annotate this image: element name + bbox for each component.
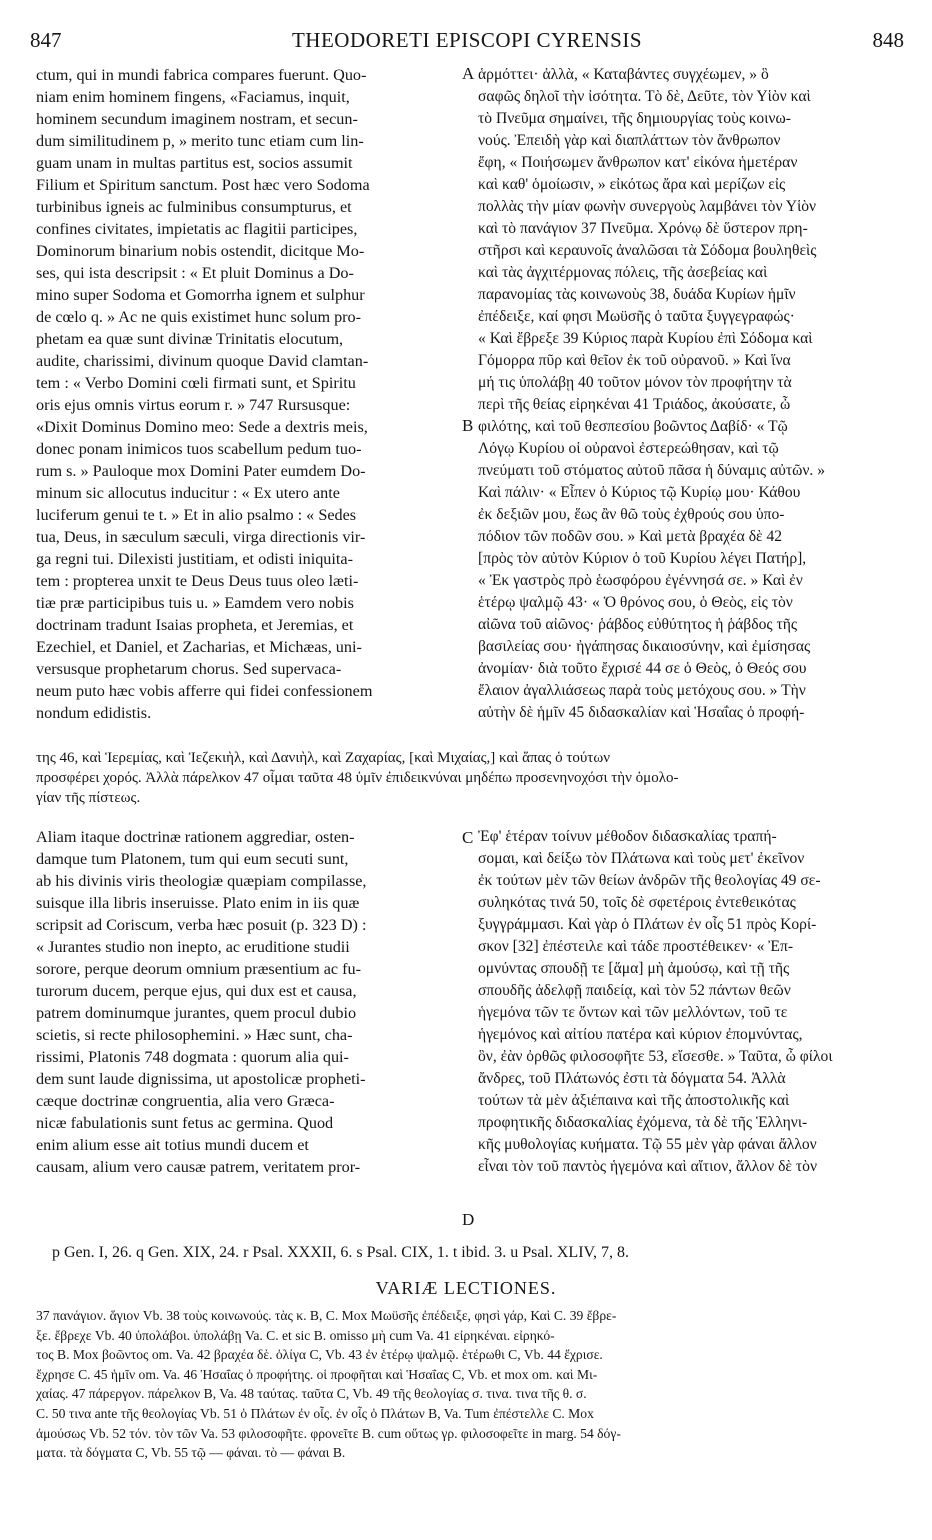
text-line: Aliam itaque doctrinæ rationem aggrediar, osten-: [36, 828, 355, 846]
text-line: σομαι, καὶ δείξω τὸν Πλάτωνα καὶ τοὺς μετ' ἐκεῖνον: [478, 850, 805, 867]
text-line: βασιλείας σου· ἠγάπησας δικαιοσύνην, καὶ ἐμίσησας: [478, 638, 811, 655]
text-line: αἰῶνα τοῦ αἰῶνος· ῥάβδος εὐθύτητος ἡ ῥάβδος τῆς: [478, 616, 798, 633]
text-line: C. 50 τινα ante τῆς θεολογίας Vb. 51 ὁ Πλάτων ἐν οἷς. ἐν οἷς ὁ Πλάτων B, Va. Tum ἐπέστελλε C. Mox: [36, 1405, 594, 1421]
text-line: πολλὰς τὴν μίαν φωνὴν συνεργοὺς λαμβάνει τὸν Υἱὸν: [478, 198, 817, 215]
text-line: σαφῶς δηλοῖ τὴν ἰσότητα. Τὸ δὲ, Δεῦτε, τὸν Υἱὸν καὶ: [478, 88, 811, 105]
text-line: ἑτέρῳ ψαλμῷ 43· « Ὁ θρόνος σου, ὁ Θεὸς, εἰς τὸν: [478, 594, 793, 611]
text-line: καὶ τὸ πανάγιον 37 Πνεῦμα. Χρόνῳ δὲ ὕστερον πρη-: [478, 220, 808, 237]
text-line: « Ἐκ γαστρὸς πρὸ ἑωσφόρου ἐγέννησά σε. » Καὶ ἐν: [478, 572, 803, 589]
text-line: dem sunt laude dignissima, ut apostolicæ propheti-: [36, 1070, 366, 1088]
text-line: τούτων τὰ μὲν ἀξιέπαινα καὶ τῆς ἀποστολικῆς καὶ: [478, 1092, 790, 1109]
text-line: hominem secundum imaginem nostram, et secun-: [36, 110, 358, 128]
text-line: donec ponam inimicos tuos scabellum pedum tuo-: [36, 440, 362, 458]
text-line: νούς. Ἐπειδὴ γὰρ καὶ διαπλάττων τὸν ἄνθρωπον: [478, 132, 781, 149]
text-line: rissimi, Platonis 748 dogmata : quorum alia qui-: [36, 1048, 349, 1066]
text-line: scietis, si recte philosophemini. » Hæc sunt, cha-: [36, 1026, 353, 1044]
text-line: εἶναι τὸν τοῦ παντὸς ἡγεμόνα καὶ αἴτιον, ἄλλον δὲ τὸν: [478, 1158, 817, 1175]
text-line: dum similitudinem p, » merito tunc etiam cum lin-: [36, 132, 364, 150]
text-line: sorore, perque deorum omnium præsentium ac fu-: [36, 960, 362, 978]
text-line: tiæ præ participibus tuis u. » Eamdem vero nobis: [36, 594, 354, 612]
text-line: ομνύντας σπουδῇ τε [ἅμα] μὴ ἀμούσῳ, καὶ τῇ τῆς: [478, 960, 790, 977]
text-line: damque tum Platonem, tum qui eum secuti sunt,: [36, 850, 349, 868]
left-page-number: 847: [30, 28, 62, 52]
running-title: THEODORETI EPISCOPI CYRENSIS: [291, 28, 643, 52]
text-line: patrem dominumque jurantes, quem procul dubio: [36, 1004, 357, 1022]
text-line: Filium et Spiritum sanctum. Post hæc vero Sodoma: [36, 176, 370, 194]
text-line: ἔχρησε C. 45 ἡμῖν om. Va. 46 Ἡσαΐας ὁ προφήτης. οἱ προφῆται καὶ Ἡσαΐας C, Vb. et mox om. καὶ Mι-: [36, 1366, 598, 1382]
variae-lectiones-notes: [36, 1306, 904, 1463]
text-line: γίαν τῆς πίστεως.: [36, 790, 141, 806]
text-line: de cœlo q. » Ac ne quis existimet hunc solum pro-: [36, 308, 362, 326]
text-line: χαίας. 47 πάρεργον. πάρελκον B, Va. 48 ταύτας. ταῦτα C, Vb. 49 τῆς θεολογίας σ. τινα. τινα τῆς θ. σ.: [36, 1386, 587, 1402]
text-line: enim alium esse ait totius mundi ducem et: [36, 1136, 309, 1154]
running-header: [30, 18, 904, 52]
text-line: causam, alium vero causæ patrem, veritatem pror-: [36, 1158, 361, 1176]
text-line: παρανομίας τὰς κοινωνοὺς 38, δυάδα Κυρίων ἡμῖν: [478, 286, 796, 303]
margin-letter-d: D: [462, 1210, 475, 1229]
text-line: μή τις ὑπολάβῃ 40 τοῦτον μόνον τὸν προφήτην τὰ: [478, 374, 792, 391]
text-line: ἐκ δεξιῶν μου, ἕως ἂν θῶ τοὺς ἐχθρούς σου ὑπο-: [478, 506, 785, 523]
text-line: [πρὸς τὸν αὐτὸν Κύριον ὁ τοῦ Κυρίου λέγει Πατήρ],: [478, 550, 807, 567]
text-line: ctum, qui in mundi fabrica compares fuerunt. Quo-: [36, 66, 367, 84]
text-line: nicæ fabulationis sunt fetus ac germina. Quod: [36, 1114, 334, 1132]
text-line: Dominorum binarium nobis ostendit, dicitque Mo-: [36, 242, 365, 260]
text-line: tua, Deus, in sæculum sæculi, virga directionis vir-: [36, 528, 366, 546]
text-line: ἐκ τούτων μὲν τῶν θείων ἀνδρῶν τῆς θεολογίας 49 σε-: [478, 872, 821, 889]
text-line: σπουδῆς ἀδελφῇ παιδείᾳ, καὶ τὸν 52 πάντων θεῶν: [478, 982, 791, 999]
greek-column-bottom: [478, 826, 898, 1182]
margin-letter-b: B: [462, 416, 474, 435]
text-line: ἔλαιον ἀγαλλιάσεως παρὰ τοὺς μετόχους σου. » Τὴν: [478, 682, 806, 699]
text-line: ga regni tui. Dilexisti justitiam, et odisti iniquita-: [36, 550, 353, 568]
text-line: Γόμορρα πῦρ καὶ θεῖον ἐκ τοῦ οὐρανοῦ. » Καὶ ἵνα: [478, 352, 791, 369]
text-line: mino super Sodoma et Gomorrha ignem et sulphur: [36, 286, 365, 304]
greek-column-top: [478, 64, 898, 730]
text-line: «Dixit Dominus Domino meo: Sede a dextris meis,: [36, 418, 368, 436]
text-line: Ἐφ' ἑτέραν τοίνυν μέθοδον διδασκαλίας τραπή-: [478, 828, 777, 845]
text-line: σκον [32] ἐπέστειλε καὶ τάδε προστέθεικεν· « Ἐπ-: [478, 938, 794, 955]
text-line: ἔφη, « Ποιήσωμεν ἄνθρωπον κατ' εἰκόνα ἡμετέραν: [478, 154, 798, 171]
text-line: ab his divinis viris theologiæ quæpiam compilasse,: [36, 872, 367, 890]
text-line: πνεύματι τοῦ στόματος αὐτοῦ πᾶσα ἡ δύναμις αὐτῶν. »: [478, 462, 826, 479]
text-line: rum s. » Pauloque mox Domini Pater eumdem Do-: [36, 462, 366, 480]
text-line: Λόγῳ Κυρίου οἱ οὐρανοὶ ἐστερεώθησαν, καὶ τῷ: [478, 440, 779, 457]
text-line: ξυγγράμμασι. Καὶ γὰρ ὁ Πλάτων ἐν οἷς 51 πρὸς Κορί-: [478, 916, 817, 933]
text-line: ses, qui ista descripsit : « Et pluit Dominus a Do-: [36, 264, 354, 282]
text-line: περὶ τῆς θείας εἰρηκέναι 41 Τριάδος, ἀκούσατε, ὦ: [478, 396, 791, 413]
text-line: phetam ea quæ sunt divinæ Trinitatis elocutum,: [36, 330, 344, 348]
text-line: 37 πανάγιον. ἅγιον Vb. 38 τοὺς κοινωνούς. τὰς κ. B, C. Mox Μωϋσῆς ἐπέδειξε, φησὶ γάρ, Καὶ C. 39 ἔβρε-: [36, 1308, 617, 1323]
text-line: oris ejus omnis virtus eorum r. » 747 Rursusque:: [36, 396, 351, 414]
text-line: doctrinam tradunt Isaias propheta, et Jeremias, et: [36, 616, 354, 634]
greek-full-width-passage: [36, 748, 904, 810]
text-line: ἀμούσως Vb. 52 τόν. τὸν τῶν Va. 53 φιλοσοφῆτε. φρονεῖτε B. cum οὕτως γρ. φιλοσοφεῖτε in marg. 54 δόγ-: [36, 1425, 621, 1441]
right-page-number: 848: [872, 28, 904, 52]
text-line: luciferum genui te t. » Et in alio psalmo : « Sedes: [36, 506, 357, 524]
text-line: κῆς μυθολογίας κυήματα. Τῷ 55 μὲν γὰρ φάναι ἄλλον: [478, 1136, 817, 1153]
text-line: ἡγεμόνος καὶ αἰτίου πατέρα καὶ κύριον ἐπομνύντας,: [478, 1026, 803, 1043]
text-line: στῆρσι καὶ κεραυνοῖς ἀναλῶσαι τὰ Σόδομα βουληθεὶς: [478, 242, 817, 259]
text-line: ἐπέδειξε, καί φησι Μωϋσῆς ὁ ταῦτα ξυγγεγραφώς·: [478, 308, 795, 325]
scripture-references: p Gen. I, 26. q Gen. XIX, 24. r Psal. XXXII, 6. s Psal. CIX, 1. t ibid. 3. u Psal. XLIV, 7, 8.: [52, 1244, 630, 1261]
text-line: nondum edidistis.: [36, 704, 152, 722]
text-line: καὶ τὰς ἀγχιτέρμονας πόλεις, τῆς ἀσεβείας καὶ: [478, 264, 768, 281]
text-line: confines civitates, impietatis ac flagitii participes,: [36, 220, 358, 238]
text-line: turbinibus igneis ac fulminibus consumpturus, et: [36, 198, 352, 216]
text-line: πόδιον τῶν ποδῶν σου. » Καὶ μετὰ βραχέα δὲ 42: [478, 528, 783, 545]
text-line: ἀνομίαν· διὰ τοῦτο ἔχρισέ 44 σε ὁ Θεὸς, ὁ Θεός σου: [478, 660, 807, 677]
text-line: tem : propterea unxit te Deus Deus tuus oleo læti-: [36, 572, 359, 590]
text-line: versusque prophetarum chorus. Sed supervaca-: [36, 660, 342, 678]
variae-lectiones-heading: VARIÆ LECTIONES.: [375, 1278, 557, 1298]
text-line: ἁρμόττει· ἀλλὰ, « Καταβάντες συγχέωμεν, » ὃ: [478, 66, 769, 83]
latin-column-top: [36, 64, 460, 730]
text-line: Καὶ πάλιν· « Εἶπεν ὁ Κύριος τῷ Κυρίῳ μου· Κάθου: [478, 484, 801, 501]
text-line: ξε. ἔβρεχε Vb. 40 ὑπολάβοι. ὑπολάβῃ Va. C. et sic B. omisso μὴ cum Va. 41 εἰρηκέναι. εἰρηκό-: [36, 1327, 555, 1343]
text-line: audite, charissimi, divinum quoque David clamtan-: [36, 352, 369, 370]
text-line: scripsit ad Coriscum, verba hæc posuit (p. 323 D) :: [36, 916, 367, 934]
text-line: neum puto hæc vobis afferre qui fidei confessionem: [36, 682, 373, 700]
text-line: niam enim hominem fingens, «Faciamus, inquit,: [36, 88, 350, 106]
latin-column-bottom: [36, 826, 460, 1182]
margin-letter-a: A: [462, 64, 475, 83]
text-line: guam unam in multas partitus est, socios assumit: [36, 154, 353, 172]
text-line: minum sic allocutus inducitur : « Ex utero ante: [36, 484, 340, 502]
text-line: « Jurantes studio non inepto, ac eruditione studii: [36, 938, 350, 956]
text-line: τος B. Mox βοῶντος om. Va. 42 βραχέα δὲ. ὀλίγα C, Vb. 43 ἐν ἑτέρῳ ψαλμῷ. ἑτέρωθι C, Vb. 44 ἔχρισε.: [36, 1347, 603, 1363]
margin-letter-c: C: [462, 828, 474, 847]
text-line: tem : « Verbo Domini cœli firmati sunt, et Spiritu: [36, 374, 356, 392]
text-line: cæque doctrinæ congruentia, alia vero Græca-: [36, 1092, 335, 1110]
text-line: τὸ Πνεῦμα σημαίνει, τῆς δημιουργίας τοὺς κοινω-: [478, 110, 791, 127]
text-line: καὶ καθ' ὁμοίωσιν, » εἰκότως ἄρα καὶ μερίζων εἰς: [478, 176, 786, 193]
text-line: ἡγεμόνα τῶν τε ὄντων καὶ τῶν μελλόντων, τοῦ τε: [478, 1004, 788, 1021]
text-line: ἄνδρες, τοῦ Πλάτωνός ἐστι τὰ δόγματα 54. Ἀλλὰ: [478, 1070, 786, 1087]
text-line: « Καὶ ἔβρεξε 39 Κύριος παρὰ Κυρίου ἐπὶ Σόδομα καὶ: [478, 330, 813, 347]
text-line: προσφέρει χορός. Ἀλλὰ πάρελκον 47 οἶμαι ταῦτα 48 ὑμῖν ἐπιδεικνύναι μηδέπω προσενηνοχόσι τὴν ὁμολο-: [36, 770, 679, 786]
text-line: turorum ducem, perque ejus, qui dux est et causa,: [36, 982, 357, 1000]
text-line: Ezechiel, et Daniel, et Zacharias, et Michæas, uni-: [36, 638, 362, 656]
text-line: προφητικῆς διδασκαλίας ἐχόμενα, τὰ δὲ τῆς Ἑλληνι-: [478, 1114, 808, 1131]
text-line: ματα. τὰ δόγματα C, Vb. 55 τῷ — φάναι. τὸ — φάναι B.: [36, 1445, 346, 1461]
text-line: φιλότης, καὶ τοῦ θεσπεσίου βοῶντος Δαβίδ· « Τῷ: [478, 418, 788, 435]
text-line: αὐτὴν δὲ ἡμῖν 45 διδασκαλίαν καὶ Ἡσαΐας ὁ προφή-: [478, 704, 805, 721]
text-line: της 46, καὶ Ἱερεμίας, καὶ Ἰεζεκιὴλ, καὶ Δανιὴλ, καὶ Ζαχαρίας, [καὶ Μιχαίας,] καὶ ἅπας ὁ τούτων: [36, 750, 610, 766]
text-line: συληκότας τινά 50, τοῖς δὲ σφετέροις ἐντεθεικότας: [478, 894, 796, 911]
text-line: suisque illa libris inseruisse. Plato enim in iis quæ: [36, 894, 360, 912]
text-line: ὃν, ἐὰν ὀρθῶς φιλοσοφῆτε 53, εἴσεσθε. » Ταῦτα, ὦ φίλοι: [478, 1048, 833, 1065]
